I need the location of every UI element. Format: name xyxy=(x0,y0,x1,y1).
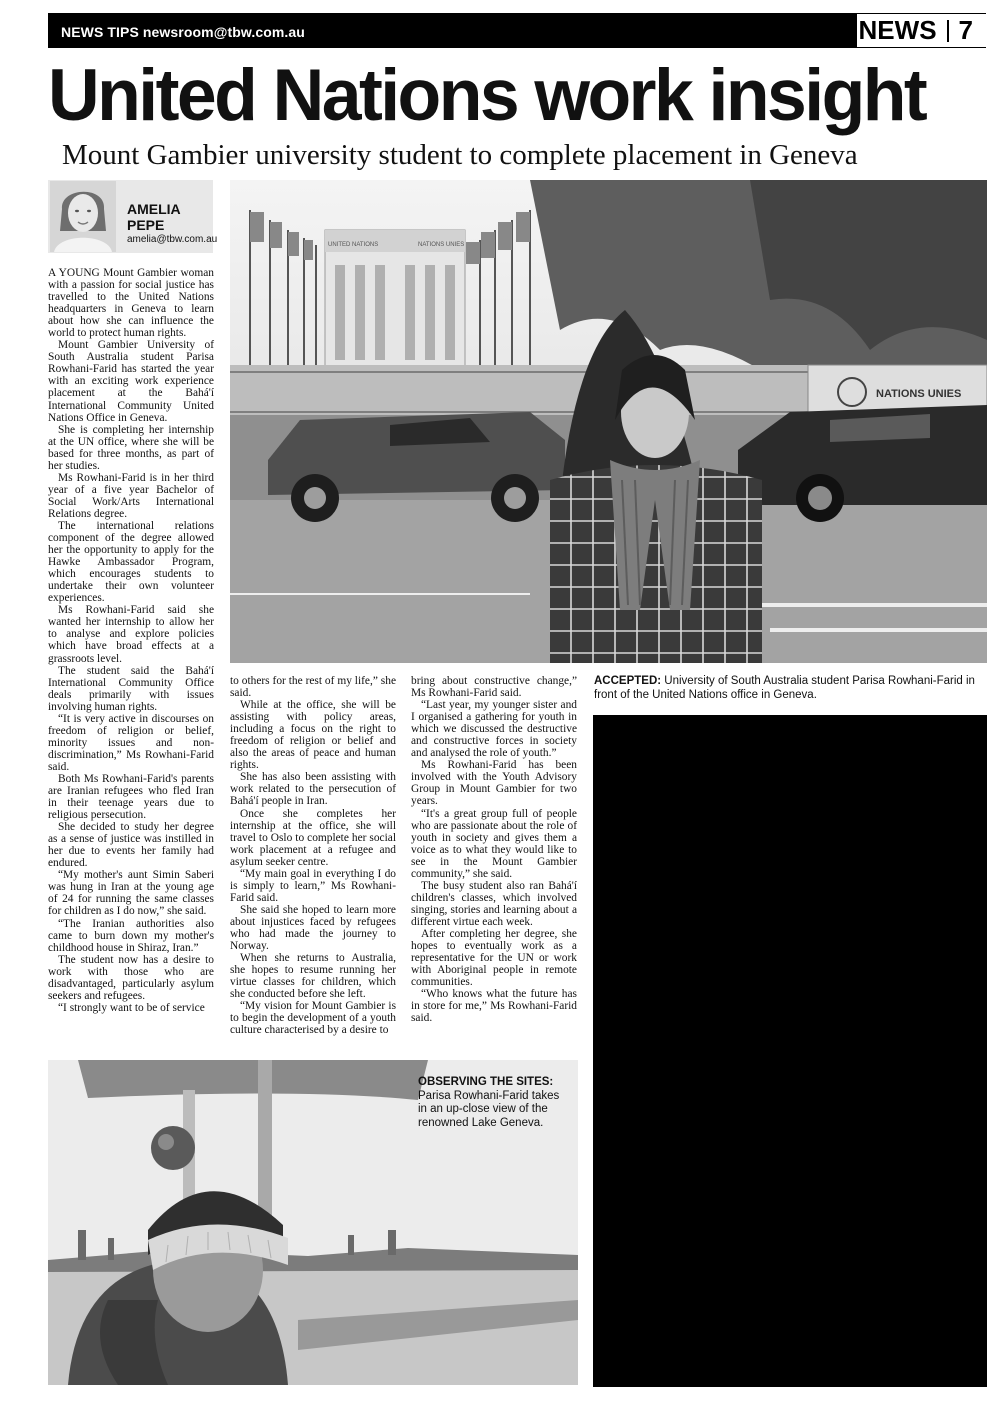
paragraph: “It's a great group full of people who are passionate about the role of youth in society and gives them a voice as to what they would like to see in the Mount Gambier community,” she said. xyxy=(411,807,577,880)
paragraph: She said she hoped to learn more about injustices faced by refugees who had made the journey to Norway. xyxy=(230,903,396,953)
news-tips: NEWS TIPS newsroom@tbw.com.au xyxy=(61,24,305,40)
caption-text: Parisa Rowhani-Farid takes in an up-close view of the renowned Lake Geneva. xyxy=(418,1089,560,1129)
paragraph: Ms Rowhani-Farid said she wanted her internship to allow her to analyse and explore policies which have broad effects at a grassroots level. xyxy=(48,604,214,665)
paragraph: “I strongly want to be of service xyxy=(58,1001,205,1014)
author-email: amelia@tbw.com.au xyxy=(127,234,218,245)
article-column-3 xyxy=(411,675,577,1024)
paragraph: The international relations component of the degree allowed her the opportunity to apply for the Hawke Ambassador Program, which encourages students to undertake their own volunteer experiences. xyxy=(48,519,214,605)
section-name: NEWS xyxy=(858,15,937,45)
section-divider xyxy=(947,20,949,42)
author-name: AMELIA PEPE xyxy=(127,201,181,233)
nu-sign: NATIONS UNIES xyxy=(418,242,465,248)
section-label xyxy=(857,14,987,47)
paragraph: “Last year, my younger sister and I organised a gathering for youth in which we discussed the destructive and constructive forces in society and analysed the role of youth.” xyxy=(411,699,577,760)
caption-text: University of South Australia student Parisa Rowhani-Farid in front of the United Nations office in Geneva. xyxy=(594,675,975,701)
paragraph: When she returns to Australia, she hopes to resume running her virtue classes for children, which she conducted before she left. xyxy=(230,952,396,1001)
paragraph: Both Ms Rowhani-Farid's parents are Iranian refugees who fled Iran in their teenage years due to religious persecution. xyxy=(48,772,214,822)
bottom-photo-caption xyxy=(418,1076,568,1130)
paragraph: Ms Rowhani-Farid is in her third year of a five year Bachelor of Social Work/Arts International Relations degree. xyxy=(48,471,214,520)
paragraph: “My main goal in everything I do is simply to learn,” Ms Rowhani-Farid said. xyxy=(230,867,396,904)
paragraph: “The Iranian authorities also came to burn down my mother's childhood house in Shiraz, Iran.” xyxy=(48,917,214,954)
subheadline: Mount Gambier university student to complete placement in Geneva xyxy=(62,139,858,171)
paragraph: bring about constructive change,” Ms Rowhani-Farid said. xyxy=(411,675,577,700)
paragraph: She has also been assisting with work related to the persecution of Bahá'í people in Iran. xyxy=(230,771,396,808)
article-column-1 xyxy=(48,267,214,1014)
paragraph: “Who knows what the future has in store for me,” Ms Rowhani-Farid said. xyxy=(411,988,577,1025)
paragraph: Ms Rowhani-Farid has been involved with the Youth Advisory Group in Mount Gambier for two years. xyxy=(411,759,577,808)
main-photo xyxy=(230,180,987,663)
article-column-2 xyxy=(230,675,396,1036)
paragraph: “My mother's aunt Simin Saberi was hung in Iran at the young age of 24 for running the same classes for children as I do now,” she said. xyxy=(48,869,214,918)
un-sign: UNITED NATIONS xyxy=(328,242,379,248)
paragraph: A YOUNG Mount Gambier woman with a passion for social justice has travelled to the United Nations headquarters in Geneva to learn about how she can influence the world to protect human rights. xyxy=(48,267,214,340)
gate-sign: NATIONS UNIES xyxy=(876,388,962,400)
paragraph: Mount Gambier University of South Australia student Parisa Rowhani-Farid has started the year with an exciting work experience placement at the Bahá'í International Community United Nations Office in Geneva. xyxy=(48,339,214,424)
paragraph: “It is very active in discourses on freedom of religion or belief, minority issues and non-discrimination,” Ms Rowhani-Farid said. xyxy=(48,712,214,773)
paragraph: “My vision for Mount Gambier is to begin the development of a youth culture characterised by a desire to xyxy=(230,1000,396,1037)
main-photo-caption xyxy=(594,675,986,702)
paragraph: While at the office, she will be assisting with policy areas, including a focus on the right to freedom of religion or belief and also the areas of peace and human rights. xyxy=(230,699,396,772)
paragraph: She is completing her internship at the UN office, where she will be based for three months, as part of her studies. xyxy=(48,423,214,472)
advertisement-block xyxy=(593,715,987,1387)
paragraph: The busy student also ran Bahá'í children's classes, which involved singing, stories and learning about a different virtue each week. xyxy=(411,879,577,928)
caption-label: OBSERVING THE SITES: xyxy=(418,1076,554,1088)
paragraph: The student now has a desire to work with those who are disadvantaged, particularly asylum seekers and refugees. xyxy=(48,953,214,1002)
page-number: 7 xyxy=(958,15,973,45)
headline: United Nations work insight xyxy=(48,55,926,136)
paragraph: The student said the Bahá'í International Community Office deals primarily with issues involving human rights. xyxy=(48,664,214,713)
paragraph: After completing her degree, she hopes to eventually work as a representative for the UN or work with Aboriginal people in remote communities. xyxy=(411,927,577,989)
paragraph: Once she completes her internship at the office, she will travel to Oslo to complete her social work placement at a refugee and asylum seeker centre. xyxy=(230,807,396,868)
caption-label: ACCEPTED: xyxy=(594,675,662,687)
author-photo xyxy=(50,181,116,252)
paragraph: to others for the rest of my life,” she said. xyxy=(230,675,396,700)
paragraph: She decided to study her degree as a sense of justice was instilled in her due to events her family had endured. xyxy=(48,821,214,870)
